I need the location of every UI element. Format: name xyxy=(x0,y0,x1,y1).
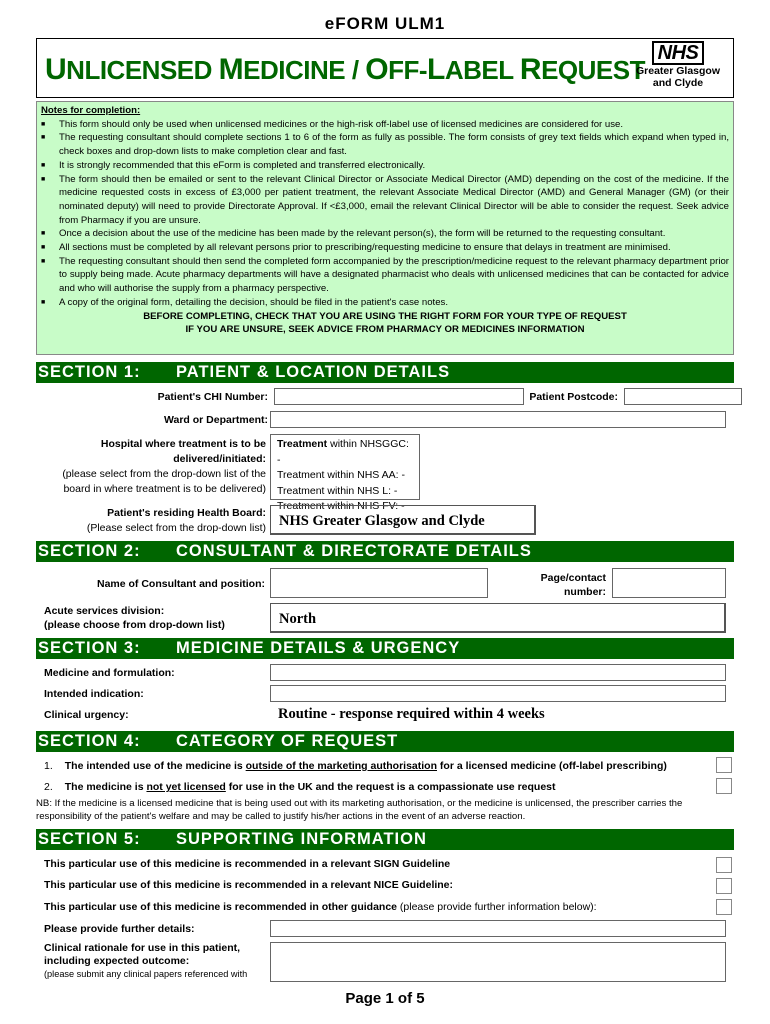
page-contact-label: Page/contact number: xyxy=(540,572,606,598)
nice-guideline-checkbox[interactable] xyxy=(716,878,732,894)
medicine-label: Medicine and formulation: xyxy=(44,667,175,679)
section-1-header: SECTION 1: PATIENT & LOCATION DETAILS xyxy=(36,362,734,383)
health-board-label: Patient's residing Health Board: (Please select from the drop-down list) xyxy=(86,507,266,534)
page-title: UNLICENSED MEDICINE / OFF-LABEL REQUEST xyxy=(45,53,645,86)
note-item: ■ This form should only be used when unlicensed medicines or the high-risk off-label use of licensed medicines are considered for use. xyxy=(41,118,729,132)
indication-label: Intended indication: xyxy=(44,688,144,700)
division-label: Acute services division: (please choose from drop-down list) xyxy=(44,605,225,631)
chi-label: Patient's CHI Number: xyxy=(157,391,268,403)
notes-warning-2: IF YOU ARE UNSURE, SEEK ADVICE FROM PHARMACY OR MEDICINES INFORMATION xyxy=(185,324,585,336)
nice-guideline-label: This particular use of this medicine is recommended in a relevant NICE Guideline: xyxy=(44,879,454,891)
note-item: ■ The form should then be emailed or sent to the relevant Clinical Director or Associate Medical Director (AMD) depending on the cost of the medicine. If the medicine requested costs in excess of £3,000 per patient treatment, the relevant Associate Medical Director (AMD) and General Manager (GM) (or their nominated deputy) will need to provide Directorate Approval. If <£3,000, email the relevant Clinical Director will be able to consider the request. Seek advice from Pharmacy if you are unsure. xyxy=(41,173,729,228)
further-details-input[interactable] xyxy=(270,920,726,937)
note-item: ■ The requesting consultant should complete sections 1 to 6 of the form as fully as possible. The form consists of grey text fields which expand when typed in, check boxes and drop-down lists to make completion clear and fast. xyxy=(41,131,729,158)
section-2-header: SECTION 2: CONSULTANT & DIRECTORATE DETAILS xyxy=(36,541,734,562)
postcode-input[interactable] xyxy=(624,388,742,405)
rationale-label: Clinical rationale for use in this patient, including expected outcome: (please submit any clinical papers referenced with xyxy=(44,942,248,979)
hospital-label: Hospital where treatment is to be delivered/initiated: (please select from the drop-down list of the board in where treatment is to be delivered) xyxy=(62,438,266,495)
health-board-select[interactable]: NHS Greater Glasgow and Clyde xyxy=(270,505,536,535)
section-3-header: SECTION 3: MEDICINE DETAILS & URGENCY xyxy=(36,638,734,659)
nhs-logo: NHS Greater Glasgow and Clyde xyxy=(635,42,721,89)
division-select[interactable]: North xyxy=(270,603,726,633)
sign-guideline-label: This particular use of this medicine is recommended in a relevant SIGN Guideline xyxy=(44,858,451,870)
nb-note: NB: If the medicine is a licensed medicine that is being used out with its marketing authorisation, or the medicine is unlicensed, the prescriber carries the responsibility of the patient's welfare and may be called to justify his/her actions in the event of an adverse reaction. xyxy=(36,798,683,822)
note-item: ■ A copy of the original form, detailing the decision, should be filed in the patient's case notes. xyxy=(41,296,729,310)
further-details-label: Please provide further details: xyxy=(44,923,195,935)
urgency-label: Clinical urgency: xyxy=(44,709,129,721)
note-item: ■ All sections must be completed by all relevant persons prior to prescribing/requesting medicine to ensure that delays in treatment are minimised. xyxy=(41,241,729,255)
page-contact-input[interactable] xyxy=(612,568,726,598)
consultant-label: Name of Consultant and position: xyxy=(97,578,265,590)
note-item: ■ Once a decision about the use of the medicine has been made by the relevant person(s), the form will be returned to the requesting consultant. xyxy=(41,227,729,241)
section-4-header: SECTION 4: CATEGORY OF REQUEST xyxy=(36,731,734,752)
notes-list xyxy=(41,118,729,310)
indication-input[interactable] xyxy=(270,685,726,702)
category-option-1: 1. The intended use of the medicine is outside of the marketing authorisation for a licensed medicine (off-label prescribing) xyxy=(44,760,667,772)
sign-guideline-checkbox[interactable] xyxy=(716,857,732,873)
postcode-label: Patient Postcode: xyxy=(529,391,618,403)
category-1-checkbox[interactable] xyxy=(716,757,732,773)
title-box xyxy=(36,38,734,98)
notes-heading: Notes for completion: xyxy=(41,105,141,116)
notes-panel xyxy=(36,101,734,355)
rationale-input[interactable] xyxy=(270,942,726,982)
consultant-input[interactable] xyxy=(270,568,488,598)
hospital-select[interactable]: Treatment within NHSGGC: - Treatment within NHS AA: - Treatment within NHS L: - Treatment within NHS FV: - xyxy=(270,434,420,500)
other-guidance-checkbox[interactable] xyxy=(716,899,732,915)
other-guidance-label: This particular use of this medicine is recommended in other guidance (please provide further information below): xyxy=(44,901,597,913)
medicine-input[interactable] xyxy=(270,664,726,681)
ward-input[interactable] xyxy=(270,411,726,428)
urgency-select[interactable]: Routine - response required within 4 weeks xyxy=(278,706,545,722)
form-code: eFORM ULM1 xyxy=(324,14,446,33)
category-2-checkbox[interactable] xyxy=(716,778,732,794)
ward-label: Ward or Department: xyxy=(163,414,268,426)
note-item: ■ It is strongly recommended that this eForm is completed and transferred electronically. xyxy=(41,159,729,173)
category-option-2: 2. The medicine is not yet licensed for use in the UK and the request is a compassionate use request xyxy=(44,781,556,793)
note-item: ■ The requesting consultant should then send the completed form accompanied by the prescription/medicine request to the relevant pharmacy department prior to supply being made. Acute pharmacy departments will have a designated pharmacist who deals with unlicensed medicines that can be contacted for advice and who will authorise the supply from a pharmacy perspective. xyxy=(41,255,729,296)
section-5-header: SECTION 5: SUPPORTING INFORMATION xyxy=(36,829,734,850)
page-number: Page 1 of 5 xyxy=(345,990,425,1007)
notes-warning-1: BEFORE COMPLETING, CHECK THAT YOU ARE USING THE RIGHT FORM FOR YOUR TYPE OF REQUEST xyxy=(143,310,627,322)
